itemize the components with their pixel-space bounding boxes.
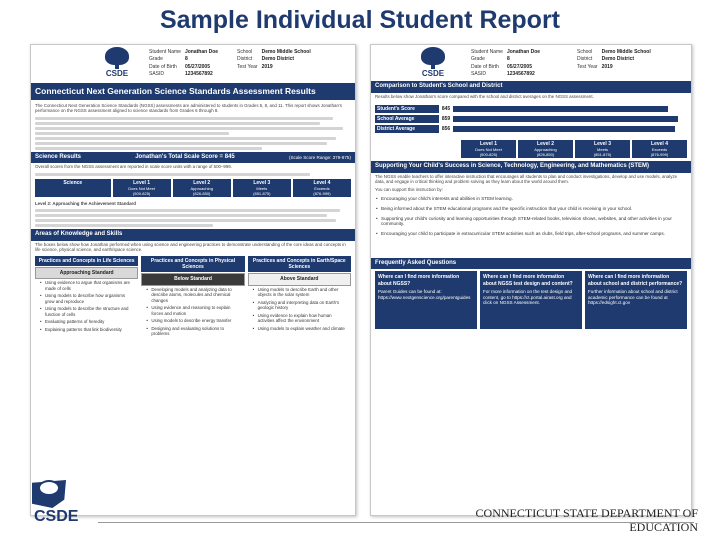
sasid-label: SASID bbox=[149, 70, 165, 77]
comparison-row bbox=[375, 115, 687, 123]
domain-bullet: • Using models to explain weather and climate bbox=[248, 325, 351, 333]
domain-bullet: • Using evidence to argue that organisms are made of cells bbox=[35, 279, 138, 292]
results-heading: Science Results bbox=[35, 153, 82, 160]
achievement-levels bbox=[35, 179, 351, 197]
level-4-box: Level 4 Exceeds (876-999) bbox=[293, 179, 351, 197]
student-dob: 05/27/2005 bbox=[184, 63, 210, 70]
domain-status: Below Standard bbox=[141, 273, 244, 285]
faq-box bbox=[585, 271, 687, 329]
faq-question: Where can I find more information about school and district performance? bbox=[588, 274, 683, 287]
student-info bbox=[149, 49, 218, 77]
total-score: Jonathan's Total Scale Score = 845 bbox=[135, 153, 235, 160]
domain-status: Approaching Standard bbox=[35, 267, 138, 279]
comparison-label: District Average bbox=[375, 125, 439, 133]
report-page-left bbox=[30, 44, 356, 516]
district-label: District bbox=[237, 56, 253, 63]
domain-heading: Practices and Concepts in Earth/Space Sciences bbox=[248, 256, 351, 273]
domain-column bbox=[248, 256, 351, 338]
comparison-bar-fill bbox=[453, 106, 668, 112]
domain-bullet: • Designing and evaluating solutions to problems bbox=[141, 325, 244, 338]
domain-bullet: • Explaining patterns that link biodiversity bbox=[35, 326, 138, 334]
report-header-right bbox=[371, 45, 691, 81]
faq-bar bbox=[371, 258, 691, 270]
level-3-box: Level 3 Meets (851-875) bbox=[233, 179, 291, 197]
stem-bullet: • Supporting your child's curiosity and learning opportunities through STEM-related books, television shows, websites, and other activities in your community. bbox=[371, 215, 691, 228]
level-1-box: Level 1 Does Not Meet (500-825) bbox=[461, 140, 516, 158]
overall-lines bbox=[31, 173, 355, 176]
student-grade: 8 bbox=[184, 56, 188, 63]
school-label: School bbox=[237, 49, 253, 55]
level-1-box: Level 1 Does Not Meet (500-825) bbox=[113, 179, 171, 197]
footer-logo-text: CSDE bbox=[34, 508, 79, 525]
stem-text: The NGSS enable teachers to offer interactive instruction that encourages all students to plan and conduct investigations, develop and use models, analyze data, and engage in critical thinking and problem solving as they learn about the world around them. bbox=[375, 173, 678, 185]
faq-question: Where can I find more information about NGSS? bbox=[378, 274, 460, 287]
comparison-levels bbox=[461, 140, 687, 158]
domain-bullet: • Using models to describe energy transfer bbox=[141, 317, 244, 325]
stem-bullet: • Encouraging your child to participate in extracurricular STEM activities such as clubs, field trips, after-school programs, and summer camps. bbox=[371, 230, 691, 238]
domain-bullet: • Using models to describe Earth and other objects in the solar system bbox=[248, 286, 351, 299]
report-header bbox=[31, 45, 355, 81]
comparison-text: Results below show Jonathan's score compared with the school and district averages on the NGSS assessment. bbox=[375, 93, 594, 99]
report-title: Connecticut Next Generation Science Standards Assessment Results bbox=[31, 83, 355, 100]
knowledge-heading: Areas of Knowledge and Skills bbox=[35, 231, 123, 238]
comparison-bar-fill bbox=[453, 116, 678, 122]
comparison-bar-fill bbox=[453, 126, 675, 132]
stem-bullet: • Encouraging your child's interests and abilities in STEM learning. bbox=[371, 195, 691, 203]
overall-text: Overall scores from the NGSS assessment are reported in scale score units with a range of 500–999. bbox=[35, 164, 232, 170]
faq-answer: Parent Guides can be found at: https://www.nextgenscience.org/parentguides bbox=[378, 288, 471, 300]
domain-status: Above Standard bbox=[248, 273, 351, 285]
grade-label: Grade bbox=[149, 56, 163, 63]
stem-bar bbox=[371, 161, 691, 173]
domain-bullet: • Evaluating patterns of heredity bbox=[35, 318, 138, 326]
faq-box bbox=[375, 271, 477, 329]
level-2-box: Level 2 Approaching (826-850) bbox=[173, 179, 231, 197]
intro-text: The Connecticut Next Generation Science Standards (NGSS) assessments are administered to students in Grades 5, 8, and 11. This report shows Jonathan's performance on the NGSS assessment aligned to science standards from Grades 6 through 8. bbox=[35, 102, 342, 114]
student-name: Jonathan Doe bbox=[184, 49, 219, 55]
year-label: Test Year bbox=[237, 63, 258, 70]
csde-seal-icon: CSDE bbox=[95, 47, 139, 79]
stem-lead: You can support this instruction by: bbox=[375, 186, 443, 192]
level-2-box: Level 2 Approaching (826-850) bbox=[518, 140, 573, 158]
comparison-score: 859 bbox=[441, 115, 451, 122]
score-range: (Scale Score Range: 379-875) bbox=[288, 154, 351, 160]
stem-heading: Supporting Your Child's Success in Science, Technology, Engineering, and Mathematics (STEM) bbox=[375, 163, 650, 170]
faq-heading: Frequently Asked Questions bbox=[375, 259, 457, 266]
student-info-right: Student Name Jonathan Doe Grade 8 Date of Birth 05/27/2005 SASID 1234567892 bbox=[471, 49, 541, 77]
comparison-bar bbox=[371, 81, 691, 93]
domain-columns bbox=[35, 256, 351, 338]
domain-column bbox=[35, 256, 138, 338]
student-sasid: 1234567892 bbox=[184, 70, 213, 77]
knowledge-bar bbox=[31, 229, 355, 241]
school-info-right: School Demo Middle School District Demo District Test Year 2019 bbox=[577, 49, 651, 70]
domain-bullet: • Using evidence and reasoning to explain forces and motion bbox=[141, 304, 244, 317]
report-page-right bbox=[370, 44, 692, 516]
domain-bullet: • Using models to describe how organisms grow and reproduce bbox=[35, 292, 138, 305]
level-note: Level 2: Approaching the Achievement Standard bbox=[35, 200, 136, 206]
domain-bullet: • Using evidence to explain how human activities affect the environment bbox=[248, 312, 351, 325]
domain-bullet: • Analyzing and interpreting data on Earth's geologic history bbox=[248, 299, 351, 312]
comparison-label: Student's Score bbox=[375, 105, 439, 113]
comparison-chart bbox=[371, 100, 691, 138]
dob-label: Date of Birth bbox=[149, 63, 177, 70]
csde-footer-logo bbox=[32, 480, 94, 526]
level-4-box: Level 4 Exceeds (876-999) bbox=[632, 140, 687, 158]
domain-bullet: • Developing models and analyzing data to describe atoms, molecules and chemical changes bbox=[141, 286, 244, 305]
domain-heading: Practices and Concepts in Physical Sciences bbox=[141, 256, 244, 273]
stem-bullets bbox=[371, 195, 691, 238]
name-label: Student Name bbox=[149, 49, 181, 55]
level-3-box: Level 3 Meets (851-875) bbox=[575, 140, 630, 158]
csde-seal-icon: CSDE bbox=[411, 47, 455, 79]
faq-boxes bbox=[375, 271, 687, 329]
slide-title: Sample Individual Student Report bbox=[159, 6, 561, 34]
subject-label: Science bbox=[35, 179, 111, 197]
level-lines bbox=[31, 209, 355, 227]
student-district: Demo District bbox=[261, 56, 295, 63]
footer-department: CONNECTICUT STATE DEPARTMENT OF EDUCATION bbox=[475, 506, 698, 534]
comparison-score: 845 bbox=[441, 105, 451, 112]
comparison-heading: Comparison to Student's School and District bbox=[375, 83, 503, 89]
stem-bullet: • Being informed about the STEM educational programs and the specific instruction that your child is receiving in your school. bbox=[371, 205, 691, 213]
faq-answer: Further information about school and district academic performance can be found at https://edsight.ct.gov bbox=[588, 288, 678, 306]
comparison-label: School Average bbox=[375, 115, 439, 123]
science-results-bar bbox=[31, 152, 355, 164]
comparison-row bbox=[375, 105, 687, 113]
domain-bullet: • Using models to describe the structure and function of cells bbox=[35, 305, 138, 318]
school-info bbox=[237, 49, 311, 70]
body-text-lines bbox=[31, 117, 355, 150]
faq-question: Where can I find more information about NGSS test design and content? bbox=[483, 274, 573, 287]
comparison-row bbox=[375, 125, 687, 133]
knowledge-text: The boxes below show how Jonathan performed when using science and engineering practices to demonstrate understanding of the core ideas and concepts in life science, physical science, and earth/space science. bbox=[35, 241, 346, 253]
test-year: 2019 bbox=[261, 63, 273, 70]
faq-box bbox=[480, 271, 582, 329]
student-school: Demo Middle School bbox=[261, 49, 311, 55]
comparison-score: 856 bbox=[441, 125, 451, 132]
faq-answer: For more information on the test design and content, go to https://ct.portal.airast.org and click on NGSS Assessment. bbox=[483, 288, 573, 306]
domain-heading: Practices and Concepts in Life Sciences bbox=[35, 256, 138, 266]
domain-column bbox=[141, 256, 244, 338]
